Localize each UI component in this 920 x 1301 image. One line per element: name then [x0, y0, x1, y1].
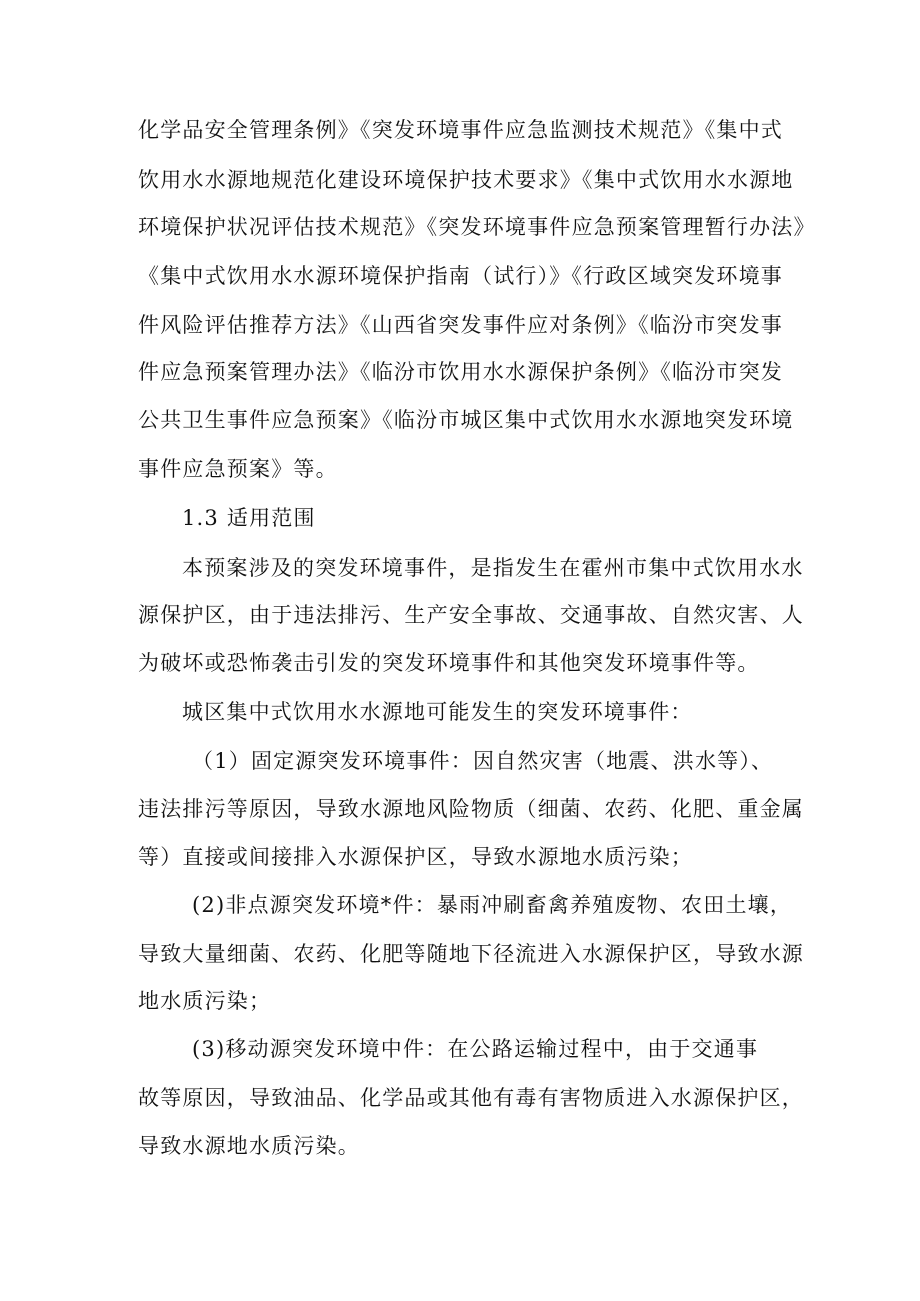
body-text-line: 《集中式饮用水水源环境保护指南（试行）》《行政区域突发环境事	[138, 264, 783, 288]
item2-line: 地水质污染；	[138, 989, 272, 1013]
body-text-line: 公共卫生事件应急预案》《临汾市城区集中式饮用水水源地突发环境	[138, 408, 794, 432]
item2-line: (2)非点源突发环境*件：暴雨冲刷畜禽养殖废物、农田土壤，	[192, 893, 793, 917]
section-heading: 1.3 适用范围	[182, 506, 316, 530]
item3-line: 故等原因，导致油品、化学品或其他有毒有害物质进入水源保护区，	[138, 1086, 804, 1110]
intro-line: 城区集中式饮用水水源地可能发生的突发环境事件：	[182, 700, 693, 724]
scope-paragraph-line: 源保护区，由于违法排污、生产安全事故、交通事故、自然灾害、人	[138, 603, 804, 627]
item3-line: (3)移动源突发环境中件：在公路运输过程中，由于交通事	[192, 1037, 759, 1061]
body-text-line: 件风险评估推荐方法》《山西省突发事件应对条例》《临汾市突发事	[138, 313, 783, 337]
body-text-line: 化学品安全管理条例》《突发环境事件应急监测技术规范》《集中式	[138, 118, 783, 142]
item1-line: （1）固定源突发环境事件：因自然灾害（地震、洪水等）、	[192, 749, 774, 773]
item1-line: 等）直接或间接排入水源保护区，导致水源地水质污染；	[138, 845, 693, 869]
item1-line: 违法排污等原因，导致水源地风险物质（细菌、农药、化肥、重金属	[138, 797, 804, 821]
body-text-line: 件应急预案管理办法》《临汾市饮用水水源保护条例》《临汾市突发	[138, 360, 783, 384]
body-text-line: 饮用水水源地规范化建设环境保护技术要求》《集中式饮用水水源地	[138, 168, 794, 192]
body-text-line: 事件应急预案》等。	[138, 457, 338, 481]
item3-line: 导致水源地水质污染。	[138, 1134, 360, 1158]
body-text-line: 环境保护状况评估技术规范》《突发环境事件应急预案管理暂行办法》	[138, 215, 816, 239]
scope-paragraph-line: 本预案涉及的突发环境事件，是指发生在霍州市集中式饮用水水	[182, 556, 804, 580]
scope-paragraph-line: 为破坏或恐怖袭击引发的突发环境事件和其他突发环境事件等。	[138, 651, 760, 675]
item2-line: 导致大量细菌、农药、化肥等随地下径流进入水源保护区，导致水源	[138, 942, 804, 966]
